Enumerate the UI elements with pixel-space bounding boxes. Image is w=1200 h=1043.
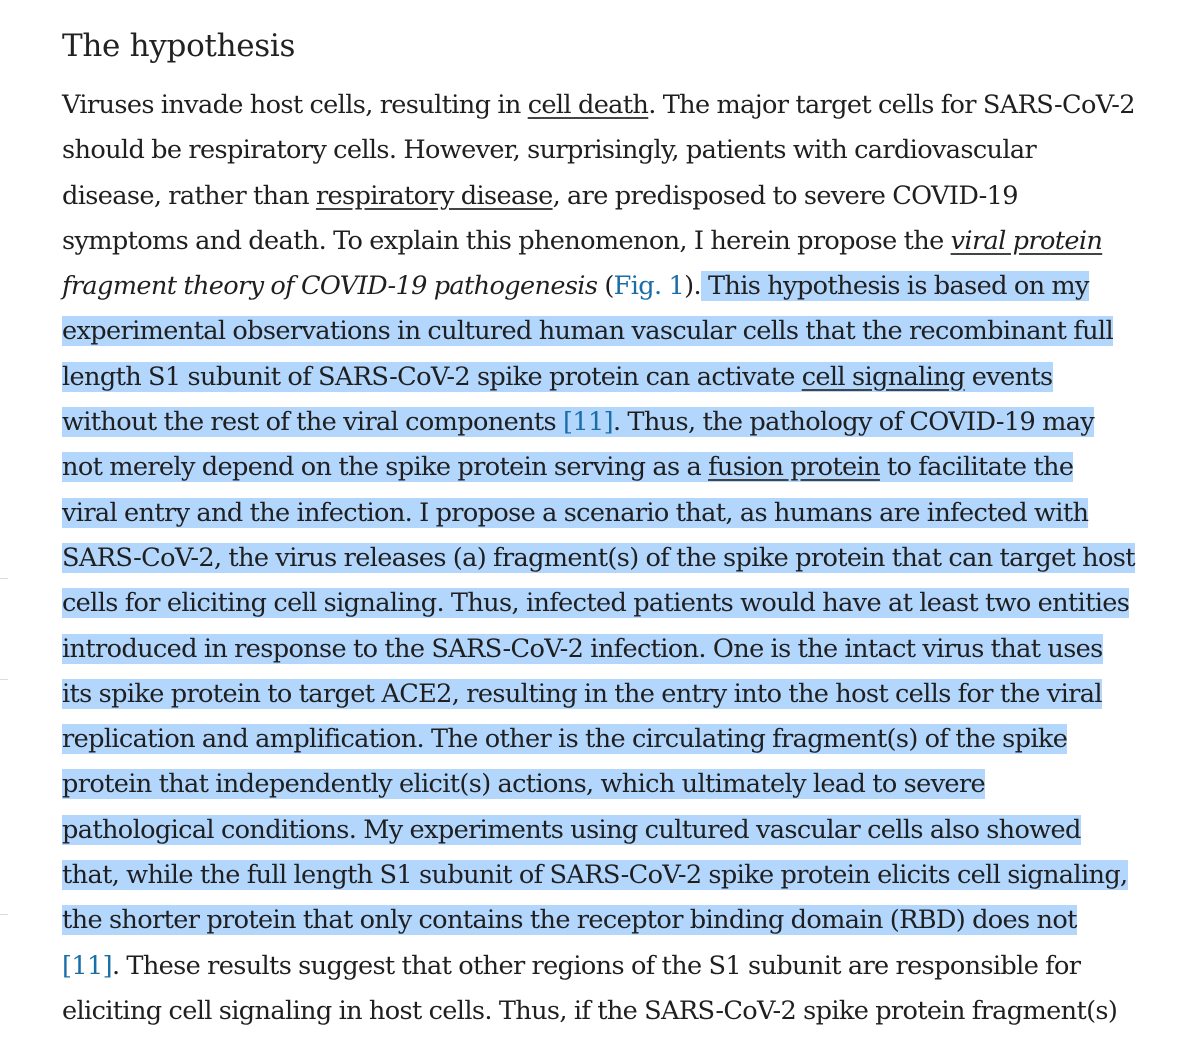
text-line <box>62 219 1192 264</box>
text-line <box>62 672 1192 717</box>
body-text: ( <box>597 271 614 302</box>
emphasized-text: fragment theory of COVID-19 pathogenesis <box>62 271 598 302</box>
body-text: without the rest of the viral components <box>62 407 564 438</box>
body-text: eliciting cell signaling in host cells. Thus, if the SARS-CoV-2 spike protein fragment(s) <box>62 995 1118 1026</box>
text-line <box>62 944 1192 989</box>
body-text: not merely depend on the spike protein serving as a <box>62 452 709 483</box>
hypothesis-paragraph <box>62 83 1192 1034</box>
body-text: its spike protein to target ACE2, resulting in the entry into the host cells for the viral <box>62 678 1102 709</box>
margin-tick <box>0 679 8 680</box>
body-text: . These results suggest that other regions of the S1 subunit are responsible for <box>111 950 1081 981</box>
text-line <box>62 627 1192 672</box>
text-line <box>62 717 1192 762</box>
body-text: Viruses invade host cells, resulting in <box>62 90 528 120</box>
margin-tick <box>0 914 8 915</box>
text-line <box>62 491 1192 536</box>
body-text: protein that independently elicit(s) actions, which ultimately lead to severe <box>62 769 985 800</box>
reference-link[interactable]: [11] <box>62 950 112 981</box>
body-text: . The major target cells for SARS-CoV-2 <box>648 90 1135 120</box>
text-line <box>62 989 1192 1034</box>
body-text: disease, rather than <box>62 180 316 211</box>
reference-link[interactable]: [11] <box>563 407 613 438</box>
text-line <box>62 536 1192 581</box>
body-text: the shorter protein that only contains the receptor binding domain (RBD) does not <box>62 905 1077 936</box>
body-text: events <box>964 361 1053 392</box>
text-line <box>62 581 1192 626</box>
body-text: should be respiratory cells. However, surprisingly, patients with cardiovascular <box>62 135 1037 166</box>
text-line <box>62 83 1192 128</box>
margin-tick <box>0 578 8 579</box>
article-section <box>62 26 1192 1034</box>
reference-link[interactable]: Fig. 1 <box>613 271 685 302</box>
text-line <box>62 309 1192 354</box>
body-text: pathological conditions. My experiments using cultured vascular cells also showed <box>62 814 1081 845</box>
text-line <box>62 445 1192 490</box>
body-text: . Thus, the pathology of COVID-19 may <box>612 407 1095 438</box>
text-line <box>62 898 1192 943</box>
body-text: symptoms and death. To explain this phenomenon, I herein propose the <box>62 225 951 256</box>
body-text: introduced in response to the SARS-CoV-2 infection. One is the intact virus that uses <box>62 633 1103 664</box>
body-text: viral entry and the infection. I propose a scenario that, as humans are infected with <box>62 497 1089 528</box>
text-line <box>62 400 1192 445</box>
body-text: This hypothesis is based on my <box>700 271 1089 302</box>
text-line <box>62 174 1192 219</box>
text-line <box>62 264 1192 309</box>
text-line <box>62 762 1192 807</box>
body-text: , are predisposed to severe COVID-19 <box>552 180 1018 211</box>
text-line <box>62 808 1192 853</box>
section-heading: The hypothesis <box>62 28 296 64</box>
text-line <box>62 853 1192 898</box>
body-text: experimental observations in cultured human vascular cells that the recombinant full <box>62 316 1113 347</box>
body-text: replication and amplification. The other is the circulating fragment(s) of the spike <box>62 724 1068 755</box>
glossary-term-link[interactable]: respiratory disease <box>315 180 553 211</box>
glossary-term-link[interactable]: fusion protein <box>708 452 880 483</box>
body-text: SARS-CoV-2, the virus releases (a) fragment(s) of the spike protein that can target host <box>62 542 1135 573</box>
text-line <box>62 128 1192 173</box>
body-text: to facilitate the <box>879 452 1074 483</box>
glossary-term-link[interactable]: viral protein <box>950 225 1103 256</box>
text-line <box>62 355 1192 400</box>
body-text: that, while the full length S1 subunit of SARS-CoV-2 spike protein elicits cell signaling, <box>62 860 1128 891</box>
body-text: length S1 subunit of SARS-CoV-2 spike protein can activate <box>62 361 802 392</box>
body-text: cells for eliciting cell signaling. Thus, infected patients would have at least two entities <box>62 588 1130 619</box>
glossary-term-link[interactable]: cell signaling <box>801 361 965 392</box>
body-text: ). <box>684 271 701 302</box>
glossary-term-link[interactable]: cell death <box>527 90 649 120</box>
